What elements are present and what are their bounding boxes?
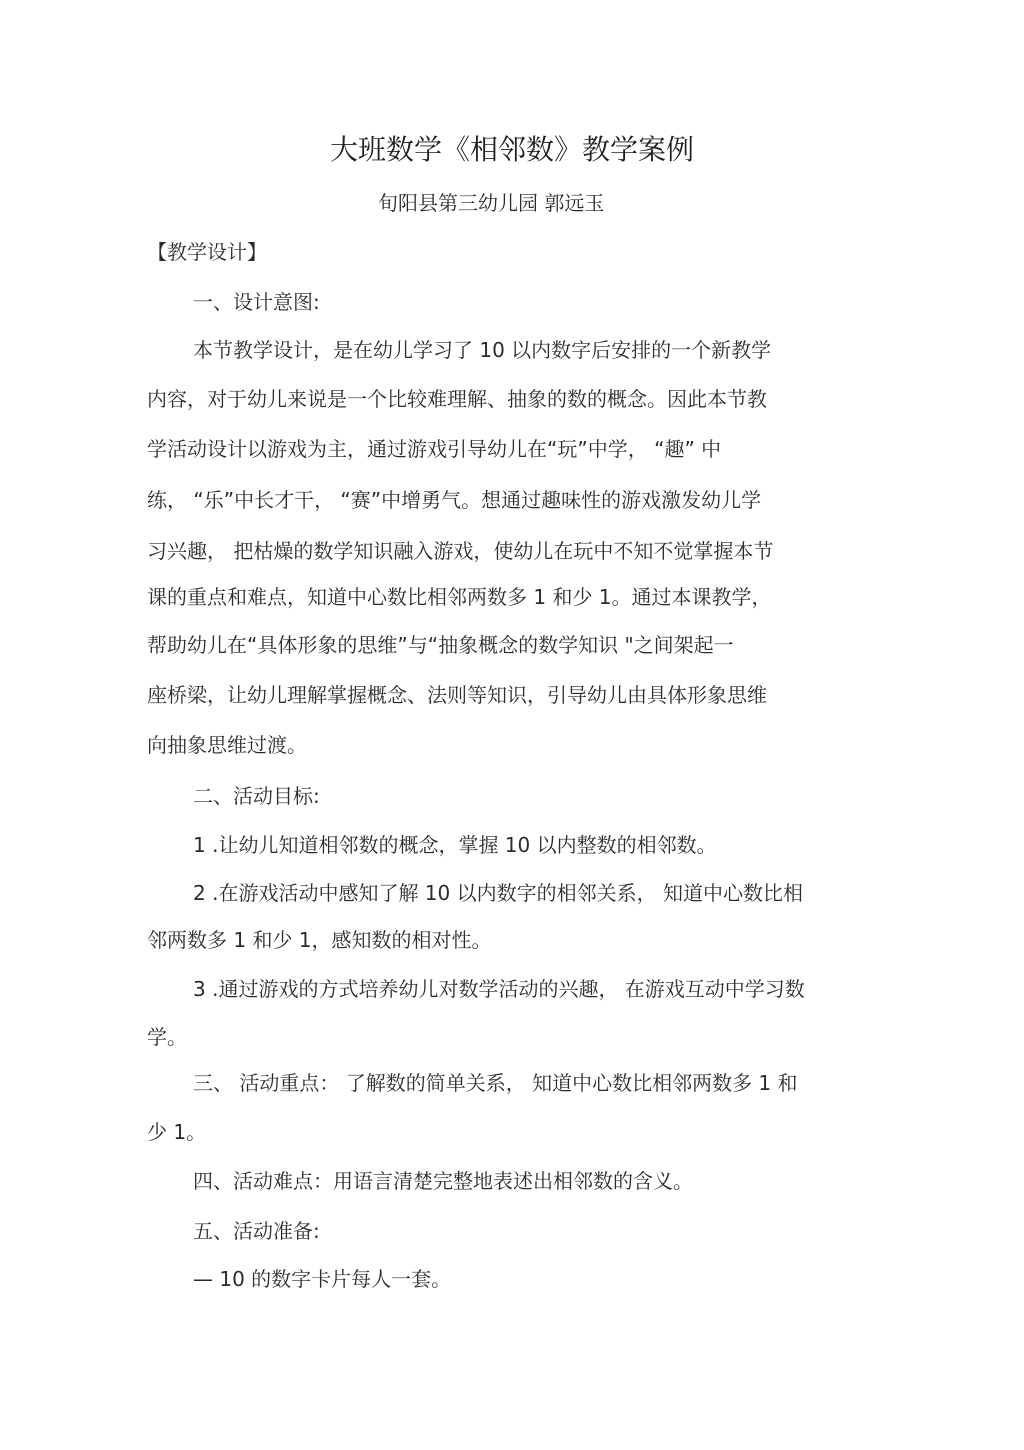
paragraph-line: 本节教学设计，是在幼儿学习了 10 以内数字后安排的一个新教学	[193, 338, 772, 362]
goal-item: 2 .在游戏活动中感知了解 10 以内数字的相邻关系， 知道中心数比相	[193, 881, 803, 905]
author-line: 旬阳县第三幼儿园 郭远玉	[378, 191, 605, 215]
goal-item-continued: 学。	[147, 1025, 187, 1049]
key-points-continued: 少 1。	[147, 1120, 207, 1144]
goal-item: 1 .让幼儿知道相邻数的概念，掌握 10 以内整数的相邻数。	[193, 833, 717, 857]
paragraph-line: 练， “乐”中长才干， “赛”中增勇气。想通过趣味性的游戏激发幼儿学	[147, 488, 762, 512]
heading-activity-goals: 二、活动目标:	[193, 784, 320, 808]
heading-design-intent: 一、设计意图:	[193, 290, 320, 314]
heading-difficulties: 四、活动难点：用语言清楚完整地表述出相邻数的含义。	[193, 1169, 693, 1193]
preparation-item: — 10 的数字卡片每人一套。	[193, 1267, 452, 1291]
paragraph-line: 座桥梁，让幼儿理解掌握概念、法则等知识，引导幼儿由具体形象思维	[147, 683, 767, 707]
document-title: 大班数学《相邻数》教学案例	[329, 133, 694, 166]
paragraph-line: 习兴趣， 把枯燥的数学知识融入游戏，使幼儿在玩中不知不觉掌握本节	[147, 539, 774, 563]
heading-key-points: 三、 活动重点： 了解数的简单关系， 知道中心数比相邻两数多 1 和	[193, 1071, 798, 1095]
section-heading: 【教学设计】	[147, 240, 267, 264]
paragraph-line: 内容，对于幼儿来说是一个比较难理解、抽象的数的概念。因此本节教	[147, 387, 767, 411]
paragraph-line: 帮助幼儿在“具体形象的思维”与“抽象概念的数学知识 "之间架起一	[147, 633, 734, 657]
paragraph-line: 学活动设计以游戏为主，通过游戏引导幼儿在“玩”中学， “趣” 中	[147, 437, 722, 461]
goal-item: 3 .通过游戏的方式培养幼儿对数学活动的兴趣， 在游戏互动中学习数	[193, 977, 805, 1001]
paragraph-line: 课的重点和难点，知道中心数比相邻两数多 1 和少 1。通过本课教学，	[147, 585, 772, 609]
heading-preparation: 五、活动准备:	[193, 1219, 320, 1243]
paragraph-line: 向抽象思维过渡。	[147, 733, 307, 757]
goal-item-continued: 邻两数多 1 和少 1，感知数的相对性。	[147, 928, 492, 952]
